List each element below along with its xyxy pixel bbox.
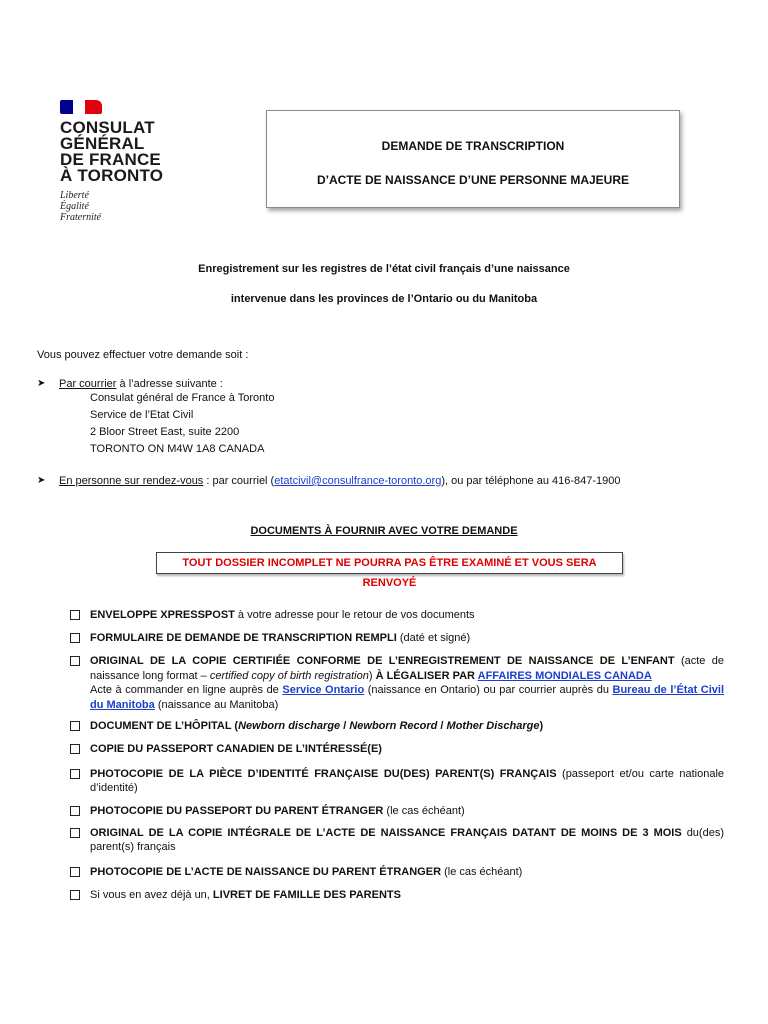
checklist-item: PHOTOCOPIE DE L’ACTE DE NAISSANCE DU PARENT ÉTRANGER (le cas échéant) [90,866,523,878]
marianne-flag-icon [60,100,102,114]
request-text: Vous pouvez effectuer votre demande soit : [37,349,249,361]
in-person-label: En personne sur rendez-vous [59,475,204,487]
checklist-item: COPIE DU PASSEPORT CANADIEN DE L’INTÉRESSÉ(E) [90,743,382,755]
title-line-1: DEMANDE DE TRANSCRIPTION [381,139,565,153]
in-person-option [59,474,621,488]
checkbox[interactable] [70,769,80,779]
checkbox[interactable] [70,656,80,666]
documents-title: DOCUMENTS À FOURNIR AVEC VOTRE DEMANDE [250,525,518,537]
logo-line-2: GÉNÉRAL [60,134,145,153]
checkbox[interactable] [70,744,80,754]
checklist-item: DOCUMENT DE L’HÔPITAL (Newborn discharge / Newborn Record / Mother Discharge) [90,720,544,732]
email-link[interactable]: etatcivil@consulfrance-toronto.org [274,475,442,487]
consulate-logo [60,100,180,223]
address-line: Consulat général de France à Toronto [90,392,275,404]
motto-liberte: Liberté [60,190,89,201]
intro-line-1: Enregistrement sur les registres de l’état civil français d’une naissance [198,263,570,275]
manitoba-vital-stats-link[interactable]: Bureau de l’État Civil du Manitoba [90,684,725,711]
checklist-item: ORIGINAL DE LA COPIE CERTIFIÉE CONFORME DE L’ENREGISTREMENT DE NAISSANCE DE L’ENFANT (acte de naissance long format – certified copy of birth registration) À LÉGALISER PAR AFFAIRES MONDIALES CANADA Acte à commander en ligne auprès de Service Ontario (naissance en Ontario) ou par courrier auprès du Bureau de l’État Civil du Manitoba (naissance au Manitoba) [90,655,725,711]
checkbox[interactable] [70,610,80,620]
mail-label: Par courrier [59,378,117,390]
checkbox[interactable] [70,721,80,731]
mail-rest: à l’adresse suivante : [116,378,223,390]
incomplete-warning: TOUT DOSSIER INCOMPLET NE POURRA PAS ÊTRE EXAMINÉ ET VOUS SERA RENVOYÉ [156,552,623,574]
checkbox[interactable] [70,633,80,643]
title-box [266,110,680,208]
checkbox[interactable] [70,867,80,877]
checklist-item: ENVELOPPE XPRESSPOST à votre adresse pour le retour de vos documents [90,609,475,621]
address-line: Service de l’Etat Civil [90,409,194,421]
title-line-2: D’ACTE DE NAISSANCE D’UNE PERSONNE MAJEURE [316,173,630,187]
checkbox[interactable] [70,828,80,838]
address-line: TORONTO ON M4W 1A8 CANADA [90,443,265,455]
in-person-pre: : par courriel ( [203,475,275,487]
motto-egalite: Égalité [60,201,89,212]
in-person-post: ), ou par téléphone au 416-847-1900 [441,475,621,487]
logo-line-4: À TORONTO [60,166,164,185]
logo-line-3: DE FRANCE [60,150,161,169]
motto-fraternite: Fraternité [60,212,102,223]
checklist-item: PHOTOCOPIE DE LA PIÈCE D’IDENTITÉ FRANÇAISE DU(DES) PARENT(S) FRANÇAIS (passeport et/ou carte nationale d’identité) [90,768,725,794]
checklist-item: FORMULAIRE DE DEMANDE DE TRANSCRIPTION REMPLI (daté et signé) [90,632,471,644]
address-line: 2 Bloor Street East, suite 2200 [90,426,240,438]
mail-option [59,377,223,391]
motto [60,190,180,223]
checklist-item: Si vous en avez déjà un, LIVRET DE FAMILLE DES PARENTS [90,889,401,901]
affaires-mondiales-link[interactable]: AFFAIRES MONDIALES CANADA [477,669,652,682]
checklist-item: ORIGINAL DE LA COPIE INTÉGRALE DE L’ACTE DE NAISSANCE FRANÇAIS DATANT DE MOINS DE 3 MOIS du(des) parent(s) français [90,827,724,853]
checklist-item: PHOTOCOPIE DU PASSEPORT DU PARENT ÉTRANGER (le cas échéant) [90,805,465,817]
intro-line-2: intervenue dans les provinces de l’Ontario ou du Manitoba [230,293,538,305]
checkbox[interactable] [70,890,80,900]
checkbox[interactable] [70,806,80,816]
arrow-bullet-icon: ➤ [37,378,46,389]
logo-line-1: CONSULAT [60,118,155,137]
service-ontario-link[interactable]: Service Ontario [282,684,365,696]
arrow-bullet-icon: ➤ [37,475,46,486]
